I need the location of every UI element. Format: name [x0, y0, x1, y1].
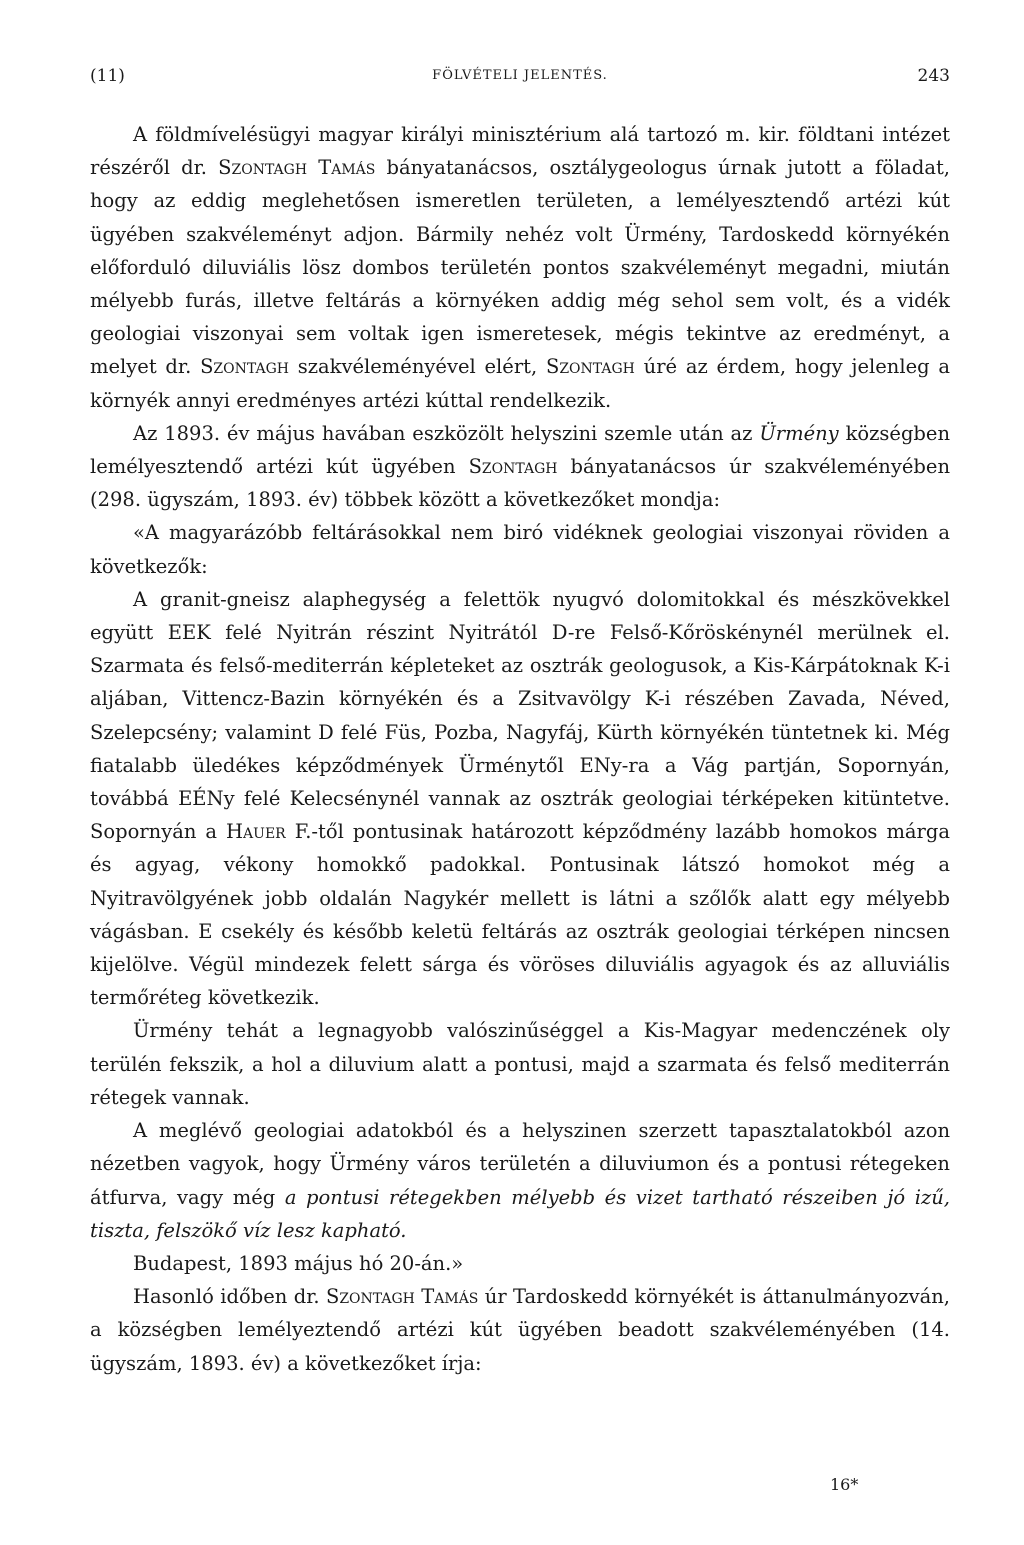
paragraph-1: A földmívelésügyi magyar királyi minisztérium alá tartozó m. kir. földtani intézet részéről dr. Szontagh Tamás bányatanácsos, osztálygeologus úrnak jutott a föladat, hogy az eddig meglehetősen ismeretlen területen, a lemélyesztendő artézi kút ügyében szakvéleményt adjon. Bármily nehéz volt Ürmény, Tardoskedd környékén előforduló diluviális lösz dombos területén pontos szakvéleményt megadni, miután mélyebb furás, illetve feltárás a környéken addig még sehol sem volt, és a vidék geologiai viszonyai sem voltak igen ismeretesek, mégis tekintve az eredményt, a melyet dr. Szontagh szakvéleményével elért, Szontagh úré az érdem, hogy jelenleg a környék annyi eredményes artézi kúttal rendelkezik.: [90, 123, 950, 412]
date-line: Budapest, 1893 május hó 20-án.»: [133, 1251, 464, 1275]
author-name: Szontagh Tamás: [325, 1285, 479, 1309]
author-name: Szontagh Tamás: [218, 156, 376, 180]
paragraph-6: A meglévő geologiai adatokból és a helyszinen szerzett tapasztalatokból azon nézetben vagyok, hogy Ürmény város területén a diluviumon és a pontusi rétegeken átfurva, vagy még a pontusi rétegekben mélyebb és vizet tartható részeiben jó izű, tiszta, felszökő víz lesz kapható.: [90, 1119, 950, 1242]
paragraph-3: «A magyarázóbb feltárásokkal nem biró vidéknek geologiai viszonyai röviden a következők:: [90, 521, 950, 578]
section-number: (11): [90, 66, 125, 86]
running-header: [90, 66, 950, 96]
body-text: [90, 118, 950, 1380]
author-name: Hauer: [226, 820, 286, 844]
author-name: Szontagh: [545, 355, 635, 379]
page-number: 243: [917, 66, 950, 86]
paragraph-4: A granit-gneisz alaphegység a felettök nyugvó dolomitokkal és mészkövekkel együtt EEK felé Nyitrán részint Nyitrától D-re Felső-Kőröskénynél merülnek el. Szarmata és felső-mediterrán képleteket az osztrák geologusok, a Kis-Kárpátoknak K-i aljában, Vittencz-Bazin környékén és a Zsitvavölgy K-i részében Zavada, Néved, Szelepcsény; valamint D felé Füs, Pozba, Nagyfáj, Kürth környékén tüntetnek ki. Még fiatalabb üledékes képződmények Ürménytől ENy-ra a Vág partján, Sopornyán, továbbá EÉNy felé Kelecsénynél vannak az osztrák geologiai térképeken kitüntetve. Sopornyán a Hauer F.-től pontusinak határozott képződmény lazább homokos márga és agyag, vékony homokkő padokkal. Pontusinak látszó homokot még a Nyitravölgyének jobb oldalán Nagykér mellett is látni a szőlők alatt egy mélyebb vágásban. E csekély és később keletü feltárás az osztrák geologiai térképen nincsen kijelölve. Végül mindezek felett sárga és vöröses diluviális agyagok és az alluviális termőréteg következik.: [90, 587, 950, 1010]
signature-mark: 16*: [830, 1475, 859, 1494]
running-title: FÖLVÉTELI JELENTÉS.: [432, 68, 608, 83]
paragraph-2: Az 1893. év május havában eszközölt helyszini szemle után az Ürmény községben lemélyesztendő artézi kút ügyében Szontagh bányatanácsos úr szakvéleményében (298. ügyszám, 1893. év) többek között a következőket mondja:: [90, 421, 951, 512]
paragraph-8: Hasonló időben dr. Szontagh Tamás úr Tardoskedd környékét is áttanulmányozván, a községben lemélyeztendő artézi kút ügyében beadott szakvéleményében (14. ügyszám, 1893. év) a következőket írja:: [90, 1285, 950, 1375]
place-name: Ürmény: [759, 421, 839, 445]
author-name: Szontagh: [200, 355, 289, 379]
author-name: Szontagh: [468, 455, 558, 479]
paragraph-5: Ürmény tehát a legnagyobb valószinűséggel a Kis-Magyar medenczének oly terülén fekszik, a hol a diluvium alatt a pontusi, majd a szarmata és felső mediterrán rétegek vannak.: [90, 1019, 950, 1109]
italic-conclusion: a pontusi rétegekben mélyebb és vizet tartható részeiben jó izű, tiszta, felszökő víz lesz kapható.: [90, 1185, 950, 1242]
